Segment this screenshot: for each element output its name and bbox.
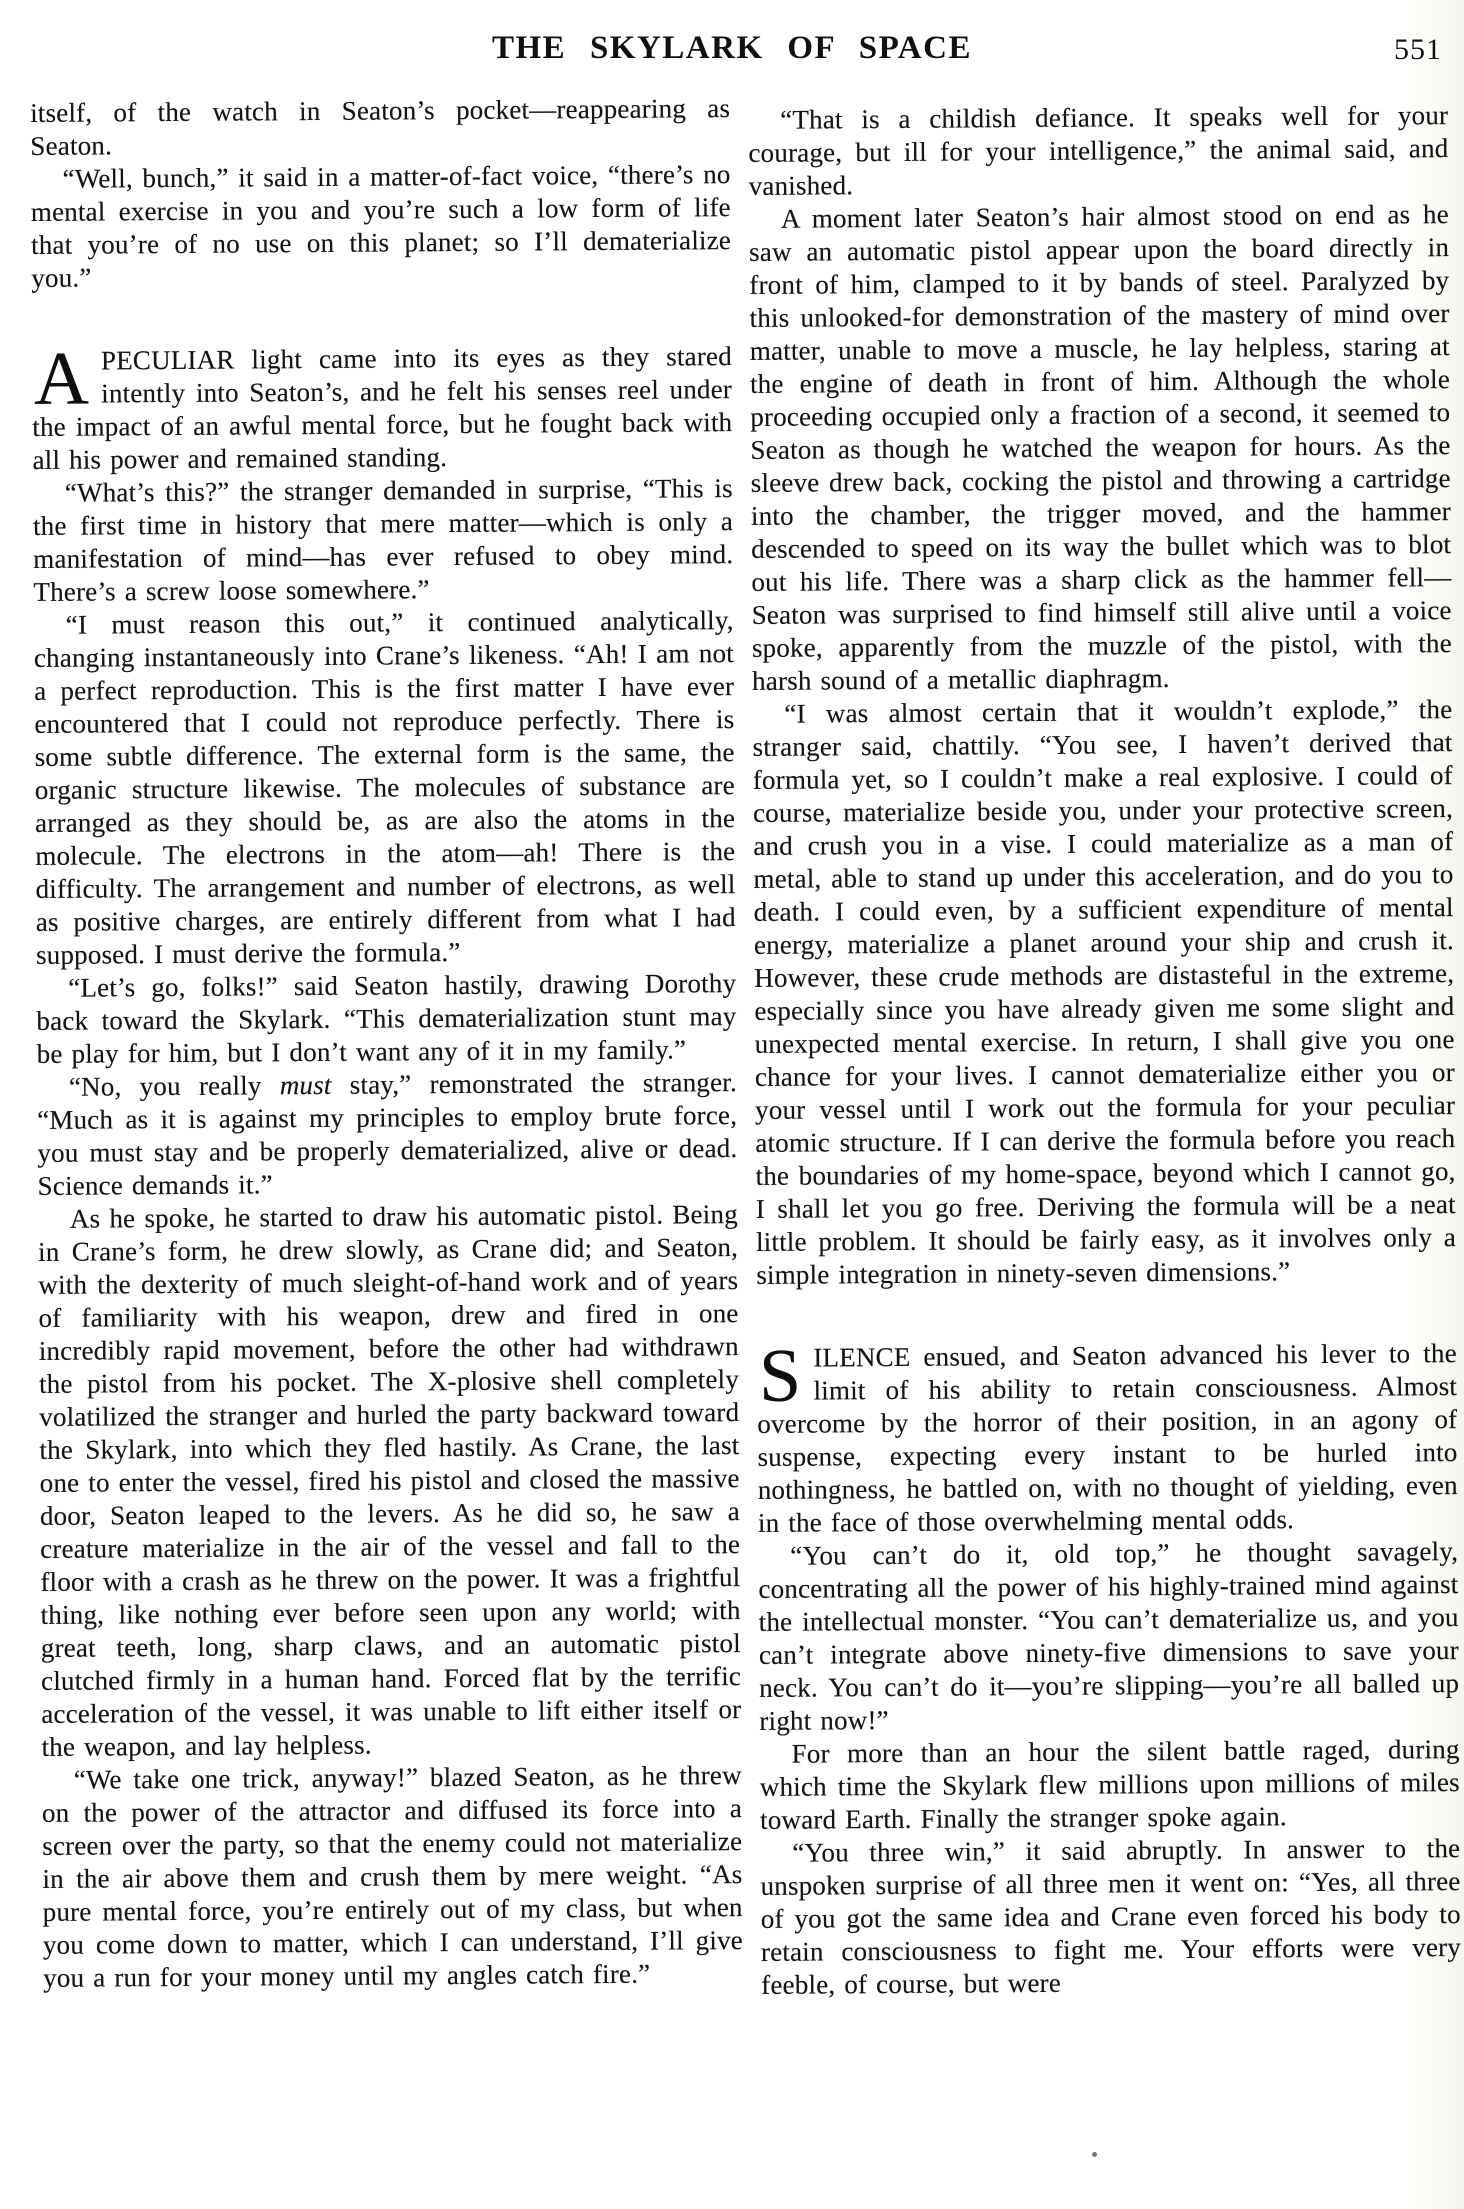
paragraph — [32, 336, 733, 477]
text-segment: “You can’t do it, old top,” he thought savagely, concentrating all the power of his highly-trained mind against the intellectual monster. “You can’t dematerialize us, and you can’t integrate above ninety-five dimensions to save your neck. You can’t do it—you’re slipping—you’re all balled up right now!” — [758, 1536, 1460, 1736]
text-columns — [30, 87, 1461, 2007]
text-segment: “Let’s go, folks!” said Seaton hastily, drawing Dorothy back toward the Skylark. “This dematerialization stunt may be play for him, but I don’t want any of it in my family.” — [36, 968, 737, 1069]
text-segment: “That is a childish defiance. It speaks well for your courage, but ill for your intelligence,” the animal said, and vanished. — [748, 100, 1449, 201]
drop-cap: S — [758, 1333, 802, 1418]
text-segment: must — [279, 1069, 332, 1101]
paragraph — [34, 604, 737, 972]
page-title: THE SKYLARK OF SPACE — [492, 30, 972, 66]
page-number: 551 — [1394, 33, 1442, 66]
drop-cap: A — [33, 336, 90, 421]
paragraph — [33, 472, 734, 609]
paragraph — [30, 92, 730, 163]
paragraph — [30, 158, 731, 295]
paragraph — [36, 967, 737, 1071]
text-segment: “I was almost certain that it wouldn’t explode,” the stranger said, chattily. “You see, I haven’t derived that formula yet, so I couldn’t make a real explosive. I could of course, materialize beside you, under your protective screen, and crush you in a vise. I could materialize as a man of metal, able to stand up under this acceleration, and do you to death. I could even, by a sufficient expenditure of mental energy, materialize a planet around your ship and crush it. However, these crude methods are distasteful in the extreme, especially since you have already given me some slight and unexpected mental exercise. In return, I shall give you one chance for your lives. I cannot dematerialize either you or your vessel until I work out the formula for your peculiar atomic structure. If I can derive the formula before you reach the boundaries of my home-space, beyond which I cannot go, I shall let you go free. Deriving the formula will be a neat little problem. It should be fairly easy, as it involves only a simple integration in ninety-seven dimensions.” — [752, 694, 1457, 1290]
text-segment: “No, you really — [68, 1070, 280, 1102]
text-segment: “I must reason this out,” it continued analytically, changing instantaneously into Crane’s likeness. “Ah! I am not a perfect reproduction. This is the first matter I have ever encountered that I could not reproduce perfectly. There is some subtle difference. The external form is the same, the organic structure likewise. The molecules of substance are arranged as they should be, as are also the atoms in the molecule. The electrons in the atom—ah! There is the difficulty. The arrangement and number of electrons, as well as positive charges, are entirely different from what I had supposed. I must derive the formula.” — [33, 605, 736, 970]
running-header — [0, 0, 1464, 80]
text-segment: PECULIAR light came into its eyes as they stared intently into Seaton’s, and he felt his senses reel under the impact of an awful mental force, but he fought back with all his power and remained standing. — [32, 341, 733, 475]
text-segment: itself, of the watch in Seaton’s pocket—reappearing as Seaton. — [30, 93, 731, 161]
paragraph — [749, 198, 1452, 698]
text-segment: ILENCE ensued, and Seaton advanced his lever to the limit of his ability to retain consciousness. Almost overcome by the horror of their position, in an agony of suspense, expecting every instant to be hurled into nothingness, he battled on, with no thought of yielding, even in the face of those overwhelming mental odds. — [757, 1338, 1458, 1538]
text-segment: For more than an hour the silent battle raged, during which time the Skylark flew millions upon millions of miles toward Earth. Finally the stranger spoke again. — [759, 1734, 1460, 1835]
paragraph — [757, 1333, 1458, 1540]
paragraph — [38, 1198, 742, 1764]
left-column — [30, 92, 743, 2007]
paragraph — [42, 1759, 744, 1995]
text-segment: A moment later Seaton’s hair almost stood on end as he saw an automatic pistol appear upon the board directly in front of him, clamped to it by bands of steel. Paralyzed by this unlooked-for demonstration of the mastery of mind over matter, unable to move a muscle, he lay helpless, staring at the engine of death in front of him. Although the whole proceeding occupied only a fraction of a second, it seemed to Seaton as though he watched the weapon for hours. As the sleeve drew back, cocking the pistol and throwing a cartridge into the chamber, the trigger moved, and the hammer descended to speed on its way the bullet which was to blot out his life. There was a sharp click as the hammer fell—Seaton was surprised to find himself still alive until a voice spoke, apparently from the muzzle of the pistol, with the harsh sound of a metallic diaphragm. — [749, 199, 1452, 696]
right-column — [748, 87, 1461, 2002]
text-segment: stay,” remonstrated the stranger. “Much as it is against my principles to employ brute force, you must stay and be properly dematerialized, alive or dead. Science demands it.” — [37, 1067, 738, 1201]
paragraph — [752, 693, 1456, 1292]
text-segment: “You three win,” it said abruptly. In answer to the unspoken surprise of all three men it went on: “Yes, all three of you got the same idea and Crane even forced his body to retain consciousness to fight me. Your efforts were very feeble, of course, but were — [760, 1833, 1462, 2000]
paragraph — [760, 1832, 1461, 2002]
paragraph — [748, 99, 1449, 203]
text-segment: “Well, bunch,” it said in a matter-of-fact voice, “there’s no mental exercise in you and you’re such a low form of life that you’re of no use on this planet; so I’ll dematerialize you.” — [30, 159, 732, 293]
paragraph — [758, 1535, 1459, 1738]
paragraph — [759, 1733, 1460, 1837]
text-segment: As he spoke, he started to draw his automatic pistol. Being in Crane’s form, he drew slowly, as Crane did; and Seaton, with the dexterity of much sleight-of-hand work and of years of familiarity with his weapon, drew and fired in one incredibly rapid movement, before the other had withdrawn the pistol from his pocket. The X-plosive shell completely volatilized the stranger and hurled the party backward toward the Skylark, into which they fled hastily. As Crane, the last one to enter the vessel, fired his pistol and closed the massive door, Seaton leaped to the levers. As he did so, he saw a creature materialize in the air of the vessel and fall to the floor with a crash as he threw on the power. It was a frightful thing, like nothing ever before seen upon any world; with great teeth, long, sharp claws, and an automatic pistol clutched firmly in a human hand. Forced flat by the terrific acceleration of the vessel, it was unable to lift either itself or the weapon, and lay helpless. — [37, 1199, 742, 1762]
paragraph — [37, 1066, 738, 1203]
text-segment: “We take one trick, anyway!” blazed Seaton, as he threw on the power of the attractor and diffused its force into a screen over the party, so that the enemy could not materialize in the air above them and crush them by mere weight. “As pure mental force, you’re entirely out of my class, but when you come down to matter, which I can understand, I’ll give you a run for your money until my angles catch fire.” — [41, 1760, 744, 1993]
scan-artifact-dot — [1092, 2152, 1097, 2157]
text-segment: “What’s this?” the stranger demanded in surprise, “This is the first time in history that mere matter—which is only a manifestation of mind—has ever refused to obey mind. There’s a screw loose somewhere.” — [32, 473, 734, 607]
